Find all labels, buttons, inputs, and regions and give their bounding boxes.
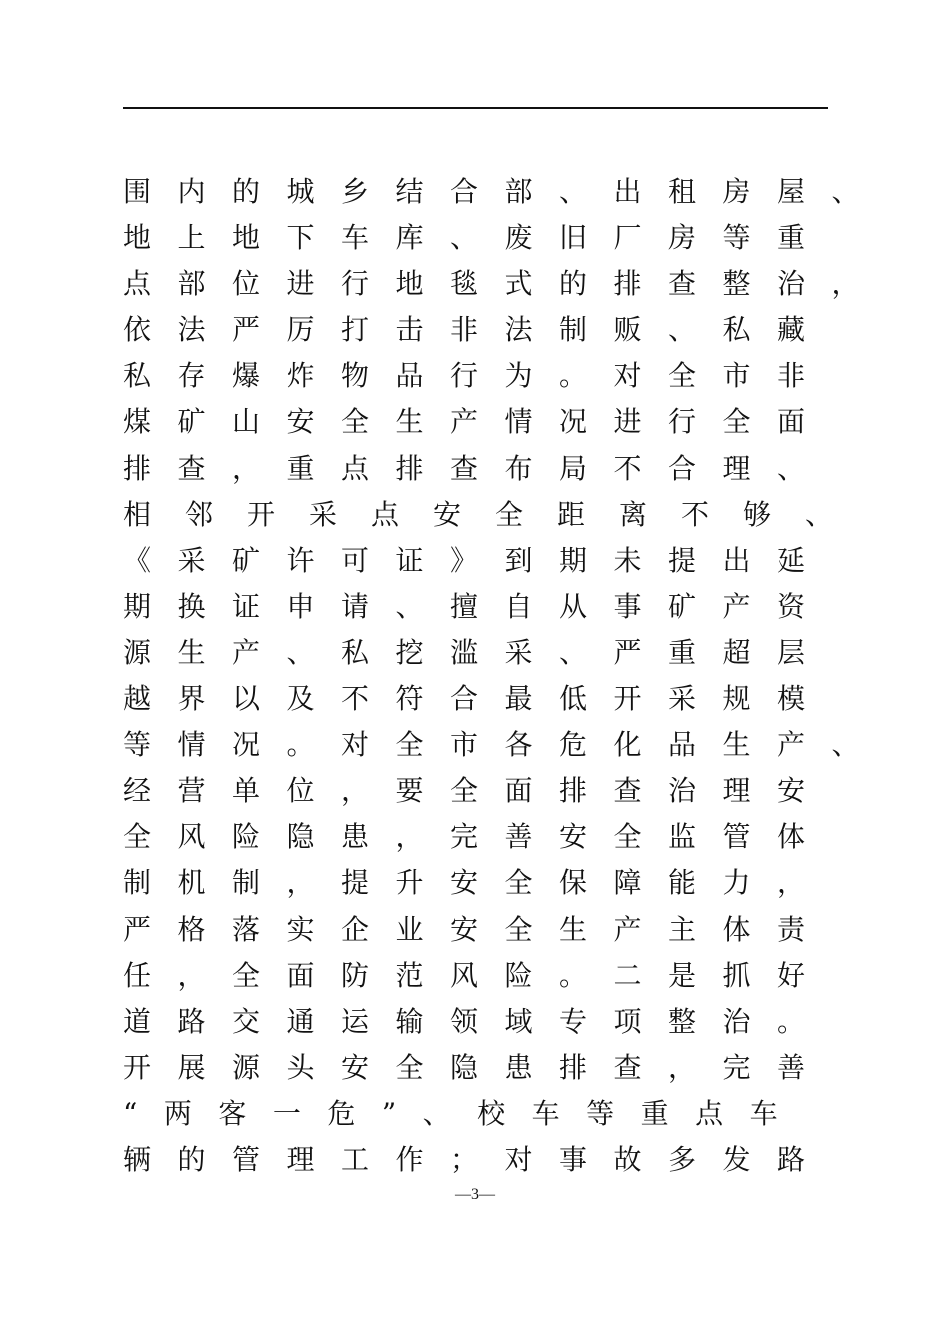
text-line: 经营单位，要全面排查治理安	[123, 774, 832, 808]
text-line: 制机制，提升安全保障能力，	[123, 866, 832, 900]
text-line: 排查，重点排查布局不合理、	[123, 451, 832, 485]
text-line: 《采矿许可证》到期未提出延	[123, 543, 832, 577]
text-line: 点部位进行地毯式的排查整治，	[123, 267, 887, 301]
text-line: 全风险隐患，完善安全监管体	[123, 820, 832, 854]
text-line: 围内的城乡结合部、出租房屋、	[123, 175, 887, 208]
text-line: 源生产、私挖滥采、严重超层	[123, 635, 832, 669]
header-rule	[123, 107, 828, 109]
page-number: —3—	[455, 1186, 495, 1203]
text-line: 期换证申请、擅自从事矿产资	[123, 589, 832, 623]
body-text	[123, 172, 887, 1186]
text-line: 道路交通运输领域专项整治。	[123, 1004, 832, 1038]
text-line: 等情况。对全市各危化品生产、	[123, 728, 887, 762]
text-line: 严格落实企业安全生产主体责	[123, 912, 832, 946]
text-line: 任，全面防范风险。二是抓好	[123, 958, 832, 992]
text-line: 煤矿山安全生产情况进行全面	[123, 405, 832, 439]
text-line: 辆的管理工作；对事故多发路	[123, 1142, 832, 1176]
text-line: 开展源头安全隐患排查，完善	[123, 1050, 832, 1084]
text-line: 地上地下车库、废旧厂房等重	[123, 221, 832, 255]
text-line: 相邻开采点安全距离不够、	[123, 497, 868, 531]
text-line: “两客一危”、校车等重点车	[123, 1096, 805, 1130]
text-line: 越界以及不符合最低开采规模	[123, 682, 832, 716]
text-line: 依法严厉打击非法制贩、私藏	[123, 313, 832, 347]
text-line: 私存爆炸物品行为。对全市非	[123, 359, 832, 393]
